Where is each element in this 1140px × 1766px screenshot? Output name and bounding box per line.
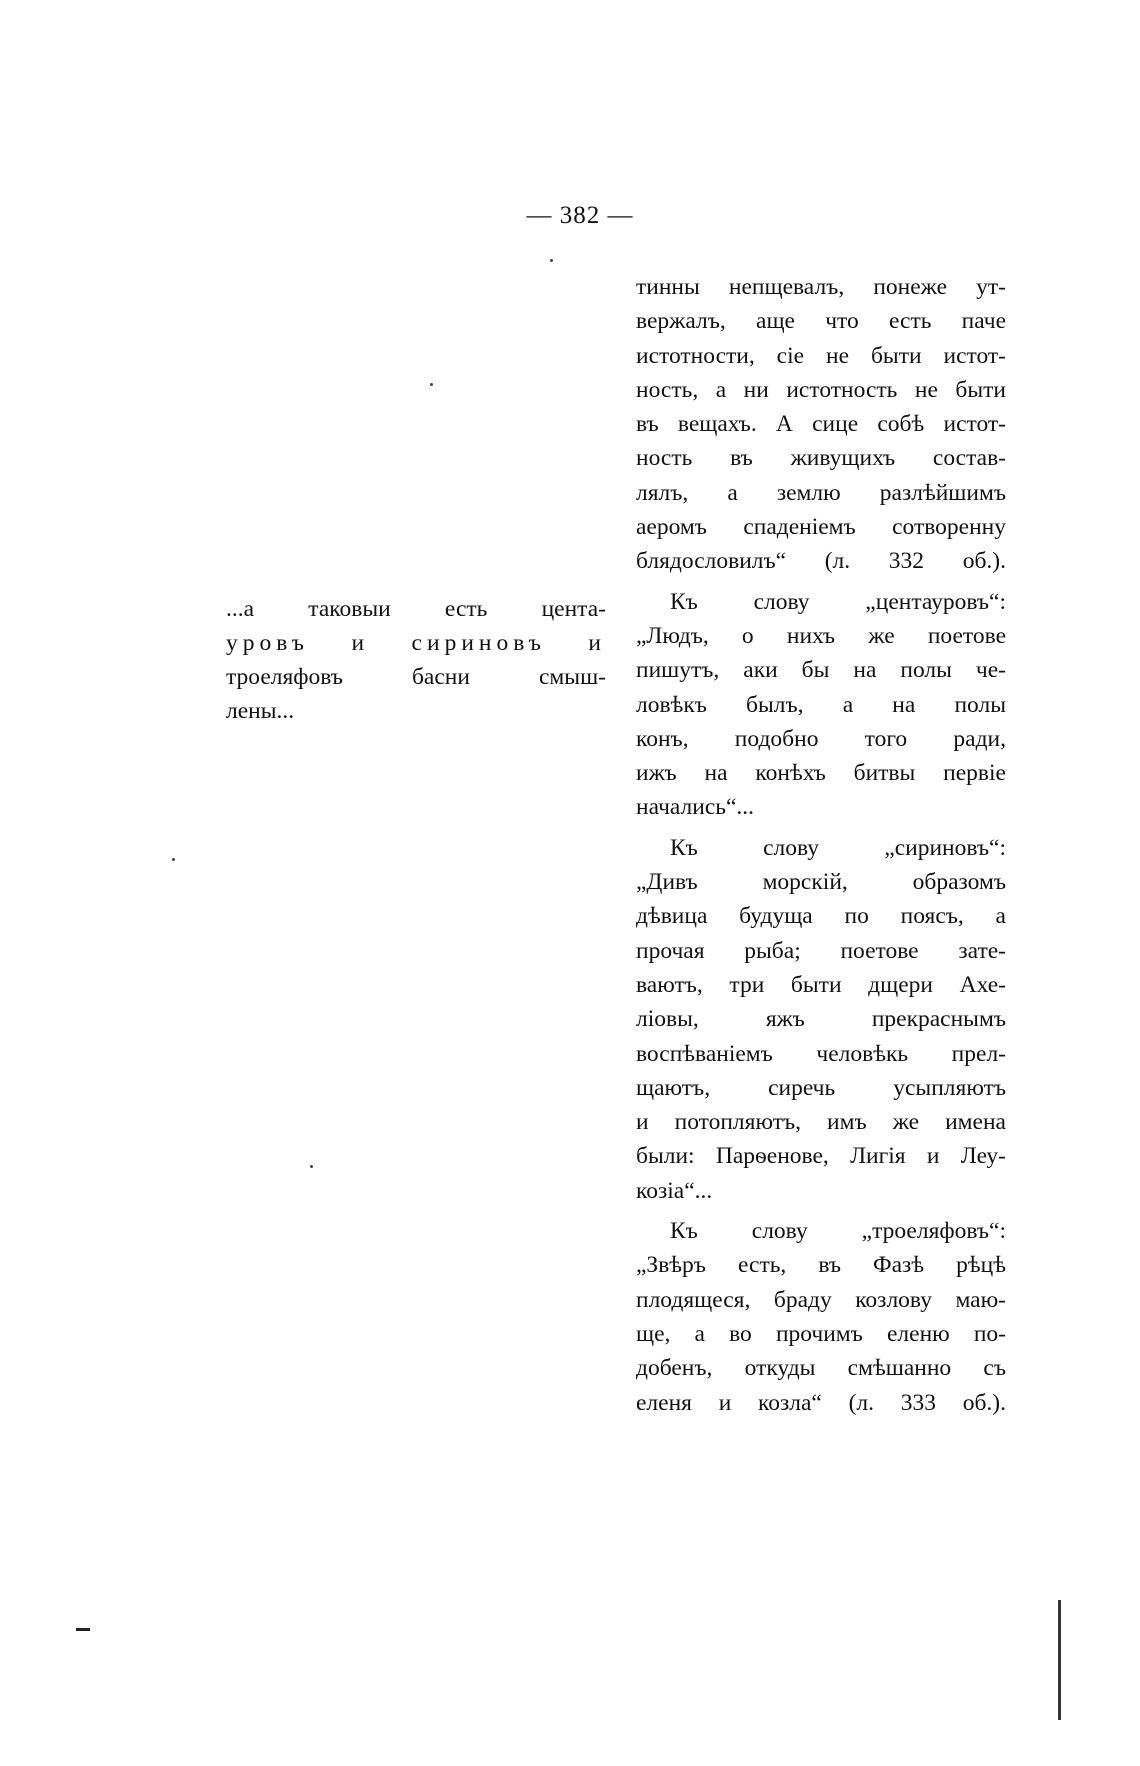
text-line: истотности, сіе не быти истот-	[636, 342, 1006, 369]
text-line: прочая рыба; поетове зате-	[636, 937, 1006, 964]
text-line: пишутъ, аки бы на полы че-	[636, 657, 1006, 684]
text-line: аеромъ спаденіемъ сотворенну	[636, 514, 1006, 541]
text-line: ще, а во прочимъ еленю по-	[636, 1320, 1006, 1347]
text-line: ловѣкъ былъ, а на полы	[636, 691, 1006, 718]
text-line: тинны непщевалъ, понеже ут-	[636, 274, 1006, 300]
paragraph	[636, 831, 1006, 1208]
text-line: ижъ на конѣхъ битвы первіе	[636, 760, 1006, 787]
text-line: начались“...	[636, 794, 755, 821]
text-line: Къ слову „центауровъ“:	[670, 588, 1006, 615]
text-line: конъ, подобно того ради,	[636, 725, 1006, 752]
scan-speck	[430, 383, 433, 386]
text-line: лялъ, а землю разлѣйшимъ	[636, 479, 1006, 506]
text-line: ность, а ни истотность не быти	[636, 376, 1006, 403]
paragraph	[636, 1214, 1006, 1420]
scan-speck	[310, 1165, 313, 1168]
text-line: блядословилъ“ (л. 332 об.).	[636, 548, 1006, 575]
text-line: лены...	[226, 698, 295, 724]
scan-mark	[76, 1628, 90, 1631]
scan-speck	[172, 858, 175, 861]
text-line: плодящеся, браду козлову маю-	[636, 1286, 1006, 1313]
paragraph	[636, 585, 1006, 825]
text-line: вержалъ, аще что есть паче	[636, 308, 1006, 335]
scan-edge-line	[1058, 1600, 1061, 1720]
right-column-text	[636, 270, 1006, 1420]
text-line: „Людъ, о нихъ же поетове	[636, 622, 1006, 649]
text-line: и потопляютъ, имъ же имена	[636, 1109, 1006, 1136]
text-line: Къ слову „троеляфовъ“:	[670, 1218, 1006, 1245]
text-line: уровъ и сириновъ и	[226, 630, 606, 656]
paragraph	[636, 270, 1006, 579]
text-line: троеляфовъ басни смыш-	[226, 664, 606, 690]
text-line: ваютъ, три быти дщери Ахе-	[636, 971, 1006, 998]
text-line: еленя и козла“ (л. 333 об.).	[636, 1389, 1006, 1416]
text-line: въ вещахъ. А сице собѣ истот-	[636, 411, 1006, 438]
text-line: ...а таковыи есть цента-	[226, 596, 606, 622]
text-line: дѣвица будуща по поясъ, а	[636, 903, 1006, 930]
left-column-excerpt	[226, 592, 606, 728]
text-line: добенъ, откуды смѣшанно съ	[636, 1355, 1006, 1382]
text-line: ліовы, яжъ прекраснымъ	[636, 1006, 1006, 1033]
text-line: были: Парѳенове, Лигія и Леу-	[636, 1143, 1006, 1170]
text-line: „Звѣръ есть, въ Фазѣ рѣцѣ	[636, 1252, 1006, 1279]
text-line: „Дивъ морскій, образомъ	[636, 869, 1006, 896]
page-number: — 382 —	[526, 202, 634, 229]
text-line: козіа“...	[636, 1177, 713, 1204]
text-line: воспѣваніемъ человѣкь прел-	[636, 1040, 1006, 1067]
text-line: щаютъ, сиречь усыпляютъ	[636, 1074, 1006, 1101]
text-line: ность въ живущихъ состав-	[636, 445, 1006, 472]
scan-speck	[550, 259, 553, 262]
text-line: Къ слову „сириновъ“:	[670, 834, 1006, 861]
